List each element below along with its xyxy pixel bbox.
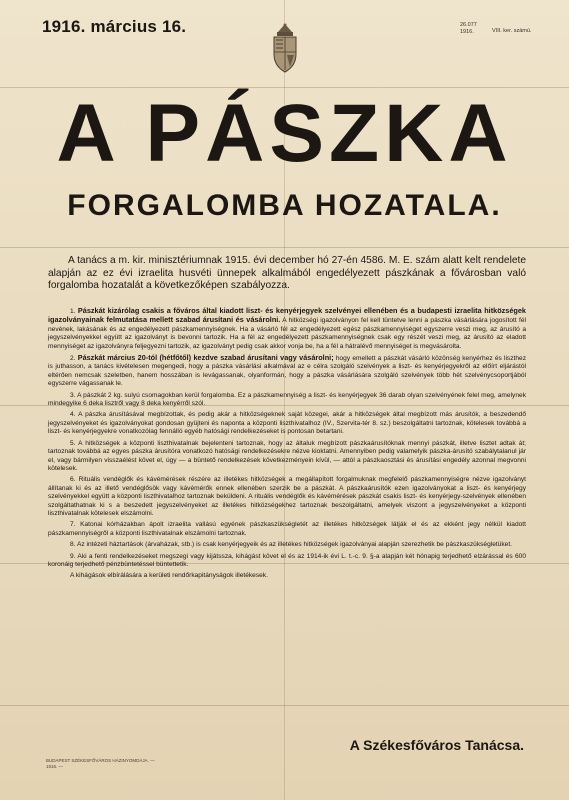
regulation-item: 5. A hitközségek a központi liszthivatalnak bejelenteni tartoznak, hogy az általuk megbízott pászkaárusítóknak mennyi pászkát, illetve lisztet adtak át; tartoznak továbbá az egyes pászka árusítóra vonatkozó hatósági rendelkezésekre nézve kioktatni. Amennyiben pedig valamelyik pászka-árusító szabálytalanul jár el, vagy bármilyen visszaélést követ el, úgy — a büntető rendelkezések következményein kívül, — attól a pászkaosztási és árusítási engedély azonnal megvonni kötelesek.	[48, 439, 526, 472]
signature: A Székesfőváros Tanácsa.	[349, 737, 524, 753]
regulation-item: 3. A pászkát 2 kg. sulyú csomagokban kerül forgalomba. Ez a pászkamennyiség a liszt- és kenyérjegyek 36 darab olyan szelvényének felel meg, amelynek mindegyike 6 deka lisztről vagy 8 deka kenyérről szól.	[48, 391, 526, 408]
intro-paragraph: A tanács a m. kir. minisztériumnak 1915. évi december hó 27-én 4586. M. E. szám alatt kelt rendelete alapján az ez évi izraelita husvéti ünnepek alkalmából engedélyezett pászkának a fővárosban való forgalomba hozatalát a következőképen szabályozza.	[48, 255, 526, 292]
regulation-item: 6. Rituális vendéglők és kávémérések részére az illetékes hitközségek a megállapított forgalmuknak megfelelő pászkamennyiségre nézve igazolványt állítanak ki és az illető vendéglősök vagy kávémérők ennek ellenében szerzik be a pászkát. A pászkaárusítók ezen igazolványokat a liszt- és kenyérjegy szelvényekkel együtt a központi liszthivatalhoz tartoznak beküldeni. A rituális vendéglők és kávémérések pászkát csakis liszt- és kenyérjegy-szelvények ellenében szolgáltathatnak ki s a beszedett jegyszelvényeket az illetékes hitközségekhez tartoznak beszolgáltatni, amelyek viszont a jegyszelvényeket a központi liszthivatalnak kötelesek elszámolni.	[48, 476, 526, 517]
closing-note: A kihágások elbírálására a kerületi rendőrkapitányságok illetékesek.	[70, 572, 268, 580]
regulation-paragraphs	[48, 307, 526, 584]
regulation-item: 2. Pászkát március 20-tól (hétfőtől) kezdve szabad árusítani vagy vásárolni; hogy emellett a pászkát vásárló közönség kenyérhez és liszthez is juthasson, a tanács kivételesen megengedi, hogy a pászka vásárlási alkalmával az e célra szolgáló szelvények a liszt- és kenyérjegyekről az előírt eljárástól eltérően nemcsak szeletben, hanem hosszában is levágassanak, olyanformán, hogy a pászka vásárlására szolgáló szelvények több hét szelvénycsoportjából egyszerre vágassanak le.	[48, 353, 526, 388]
poster-date: 1916. március 16.	[42, 17, 187, 36]
regulation-item: 8. Az intézeti háztartások (árvaházak, stb.) is csak kenyérjegyeik és az illetékes hitközségek igazolványai alapján szerezhetik be pászkaszükségletüket.	[70, 541, 513, 549]
subheadline: FORGALOMBA HOZATALA.	[67, 189, 502, 222]
regulation-item: 9. Aki a fenti rendelkezéseket megszegi vagy kijátssza, kihágást követ el és az 1914-ik évi L. t.-c. 9. §-a alapján két hónapig terjedhető elzárással és 600 koronáig terjedhető pénzbüntetéssel büntettetik.	[48, 552, 527, 568]
headline: A PÁSZKA	[56, 88, 513, 179]
reference-number: 26.077 1916. VIII. ker. számú.	[460, 22, 532, 35]
regulation-item: 4. A pászka árusításával megbízottak, és pedig akár a hitközségeknek saját közegei, akár a hitközségek által megbízott más árusítók, a beszedendő jegyszelvényeket és igazolványokat gondosan gyüjteni és naponta a központi liszthivatalhoz (IV., Szervita-tér 8. sz.) beszolgáltatni tartoznak, kötelesek továbbá a liszt- és kenyérjegyekre vonatkozólag fennálló egyéb hatósági rendelkezéseket is pontosan betartani.	[48, 411, 526, 436]
regulation-item: 7. Katonai kórházakban ápolt izraelita vallású egyének pászkaszükségletét az illetékes hitközségek látják el és az ekként jegy nélkül kiadott pászkamennyiségről a központi liszthivatalnak elszámolni tartoznak.	[48, 521, 526, 537]
regulation-item: 1. Pászkát kizárólag csakis a főváros által kiadott liszt- és kenyérjegyek szelvényei ellenében és a budapesti izraelita hitközségek igazolványainak felmutatása mellett szabad árusítani és vásárolni. A hitközségi igazolványon fel kell tüntetve lenni a pászka vásárlására jogosított fél nevének, lakásának és az engedélyezett pászkamennyiségnek. Ha a vásárló fél az engedélyezett egész pászkamennyiséget egyszerre veszi meg, az árusító a jegyszelvényekkel együtt az igazolványt is bevonni tartozik. Ha a fél az engedélyezett pászkamennyiségnek csak egy részét veszi meg, az árusító az eladott mennyiséget az igazolványra feljegyezni tartozik, az igazolványt pedig csak akkor vonja be, ha a fél a hátralévő mennyiséget is megvásárolta.	[48, 306, 526, 350]
printer-imprint: BUDAPEST SZÉKESFŐVÁROS HÁZINYOMDÁJA. — 1916. —	[46, 758, 155, 769]
coat-of-arms-icon	[270, 22, 300, 74]
